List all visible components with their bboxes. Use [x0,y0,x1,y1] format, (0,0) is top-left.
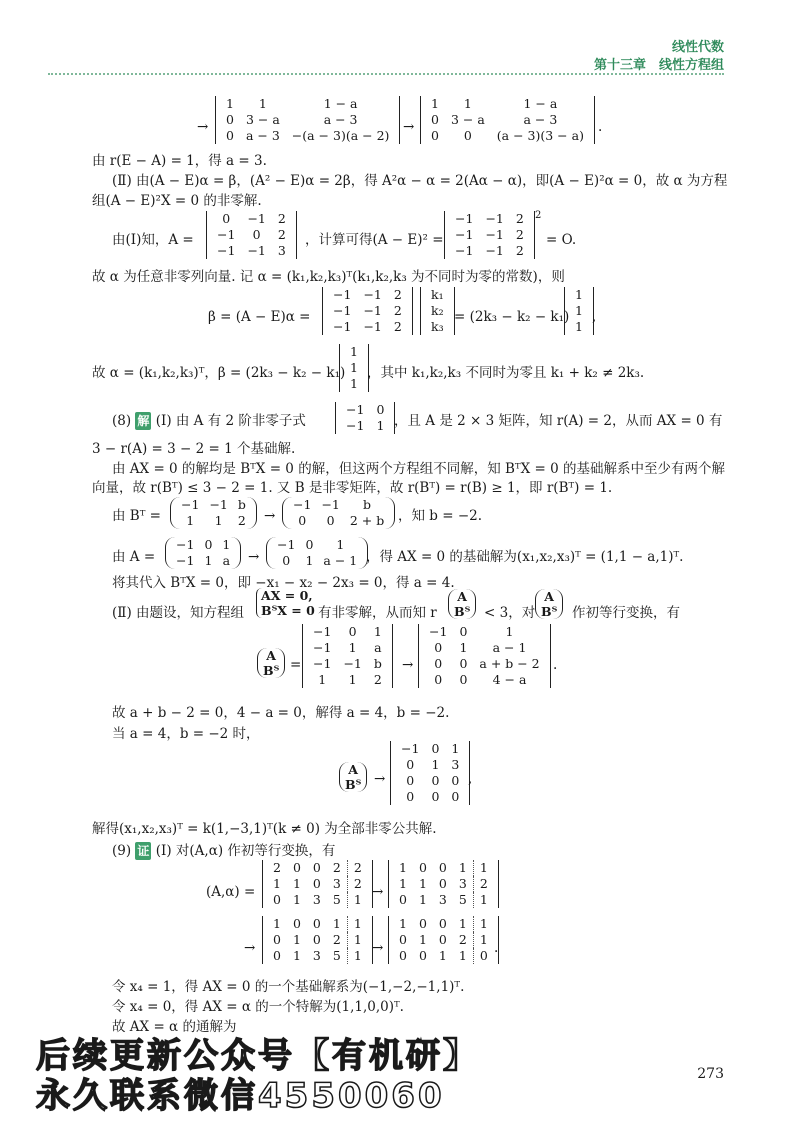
matrix-cell: 0 [406,757,415,772]
matrix-cell: 0 [431,128,439,143]
matrix-cell: −1 [429,624,448,639]
text-line: (Ⅱ) 由(A − E)α = β，(A² − E)α = 2β，得 A²α − α = 2(Aα − α)，即(A − E)²α = 0，故 α 为方程 [112,173,728,189]
matrix-cell: −1 [293,497,312,512]
matrix-cell: 0 [305,537,314,552]
matrix-cell: −1 [485,211,504,226]
matrix-cell: −1 [363,319,382,334]
matrix-cell: 0 [459,656,468,671]
arrow: → [372,940,384,956]
text-line: 作初等行变换，有 [572,605,680,621]
matrix-ABT-reduced [418,624,551,688]
matrix-cell: 3 [277,243,286,258]
matrix-cell: −1 [176,553,195,568]
matrix-cell: 0 [438,932,447,947]
matrix-cell: a + b − 2 [479,656,540,671]
matrix-ABT-final [390,741,473,805]
text-line: 由 AX = 0 的解均是 BᵀX = 0 的解，但这两个方程组不同解，知 BᵀX = 0 的基础解系中至少有两个解 [112,461,725,477]
matrix-cell: 1 [575,319,583,334]
matrix-cell: 0 [434,656,443,671]
matrix-cell: −1 [343,656,362,671]
matrix-cell: 1 [431,96,439,111]
matrix-A [206,211,297,259]
comma: , [468,771,473,787]
matrix-cell: 0 [451,773,460,788]
arrow: → [403,119,415,135]
matrix-cell: a − 1 [492,640,527,655]
vector-ones [339,344,369,392]
text-line: (A,α) = [206,884,256,900]
matrix-cell: −1 [363,303,382,318]
text-segment: (Ⅰ) 对(A,α) 作初等行变换，有 [155,843,336,859]
matrix-cell: 0 [438,916,447,931]
matrix-cell: 1 [418,932,427,947]
matrix-cell: 1 [399,876,407,891]
matrix-cell: 1 [292,932,301,947]
text-line: 故 a + b − 2 = 0，4 − a = 0，解得 a = 4，b = −2. [112,705,450,721]
matrix-cell: 0 [273,932,281,947]
matrix-cell: 1 [473,892,493,908]
matrix-cell: 1 [347,948,367,964]
text-line: < 3，对 [484,605,536,621]
equation-1: AX = 0, [261,588,313,603]
matrix-cell: 1 [336,537,345,552]
matrix-cell: 0 [406,789,415,804]
matrix-cell: −1 [346,418,365,433]
matrix-cell: 2 [373,672,382,687]
matrix-cell: 1 [350,376,358,391]
text-line: 故 AX = α 的通解为 [112,1019,237,1035]
matrix-cell: 1 [348,640,357,655]
matrix-cell: 2 [332,932,341,947]
problem-9 [112,842,335,860]
text-line: 当 a = 4，b = −2 时， [112,726,260,742]
arrow: → [197,119,209,135]
text-line: 将其代入 BᵀX = 0，即 −x₁ − x₂ − 2x₃ = 0，得 a = 4. [112,575,455,591]
matrix-cell: −1 [485,227,504,242]
proof-badge: 证 [137,844,150,858]
matrix-cell: b [373,656,382,671]
arrow: → [374,771,386,787]
matrix-cell: 0 [226,112,234,127]
matrix-cell: 0 [431,789,440,804]
matrix-cell: 0 [459,672,468,687]
period: . [553,657,558,673]
matrix-cell: 2 [273,860,281,875]
stacked-AB: A Bᵀ [535,589,563,619]
matrix-cell: 4 − a [492,672,527,687]
problem-8 [112,412,306,430]
matrix-cell: 1 [458,860,467,875]
matrix-cell: 0 [418,948,427,963]
matrix-cell: 1 [418,892,427,907]
matrix-cell: 0 [376,402,385,417]
text-line: ，且 A 是 2 × 3 矩阵，知 r(A) = 2，从而 AX = 0 有 [394,413,723,429]
text-line: 由 A = [112,549,156,565]
matrix-cell: 1 [332,916,341,931]
matrix-cell: 1 [376,418,385,433]
matrix-cell: 1 [292,948,301,963]
matrix-cell: 1 [473,916,493,932]
matrix-cell: −1 [321,497,340,512]
equals: = [290,657,302,673]
watermark-line-2: 永久联系微信4550060 [36,1076,445,1116]
text-line: ，知 b = −2. [398,508,483,524]
comma: , [592,309,597,325]
header-book-title: 线性代数 [671,40,724,55]
matrix-cell: −1 [333,303,352,318]
text-line: 令 x₄ = 1，得 AX = 0 的一个基础解系为(−1,−2,−1,1)ᵀ. [112,979,465,995]
matrix-AE-squared [444,211,535,259]
matrix-A-minus-E [322,287,413,335]
matrix-cell: 0 [431,773,440,788]
matrix-A2 [165,537,241,569]
matrix-cell: b [363,497,372,512]
matrix-cell: −1 [217,243,236,258]
superscript: 2 [535,210,542,221]
text-line: 由(Ⅰ)知，A = [112,232,194,248]
matrix-cell: 1 [373,624,382,639]
text-line: 故 α = (k₁,k₂,k₃)ᵀ，β = (2k₃ − k₂ − k₁) [92,365,346,381]
matrix-cell: 3 [451,757,460,772]
watermark-line-1: 后续更新公众号【有机研】 [36,1036,480,1076]
matrix-cell: 0 [226,128,234,143]
equation-system [256,588,315,618]
matrix-cell: 0 [252,227,261,242]
matrix-cell: (a − 3)(3 − a) [496,128,584,143]
matrix-cell: 0 [434,672,443,687]
matrix-cell: a − 1 [323,553,358,568]
matrix-cell: 1 [350,344,358,359]
matrix-cell: 0 [312,876,321,891]
text-line: ，得 AX = 0 的基础解为(x₁,x₂,x₃)ᵀ = (1,1 − a,1)ᵀ. [366,549,684,565]
text-line: (Ⅱ) 由题设，知方程组 [112,605,245,621]
matrix-cell: a − 3 [523,112,558,127]
matrix-augmented-1 [262,860,373,908]
matrix-cell: 0 [418,860,427,875]
matrix-cell: 1 [292,876,301,891]
matrix-cell: 3 [458,876,467,891]
matrix-cell: 0 [292,860,301,875]
text-line: 解得(x₁,x₂,x₃)ᵀ = k(1,−3,1)ᵀ(k ≠ 0) 为全部非零公共解. [92,821,437,837]
matrix-cell: 0 [431,741,440,756]
matrix-cell: 1 − a [323,96,358,111]
matrix-cell: 3 − a [450,112,485,127]
matrix-cell: 1 [347,932,367,948]
period: . [494,940,499,956]
matrix-cell: 0 [418,916,427,931]
matrix-cell: 0 [273,948,281,963]
matrix-cell: 1 [459,640,468,655]
matrix-cell: 1 [347,916,367,932]
matrix-cell: −1 [401,741,420,756]
matrix-cell: 0 [204,537,213,552]
matrix-cell: 2 [277,211,286,226]
matrix-cell: 0 [282,553,291,568]
matrix-cell: 1 [226,96,234,111]
period: . [598,119,603,135]
matrix-cell: 2 [347,876,367,892]
matrix-cell: −1 [209,497,228,512]
matrix-cell: 1 [505,624,514,639]
matrix-cell: 0 [473,948,493,964]
matrix-cell: −1 [455,227,474,242]
arrow: → [264,508,276,524]
text-line: 故 α 为任意非零列向量. 记 α = (k₁,k₂,k₃)ᵀ(k₁,k₂,k₃ 为不同时为零的常数)，则 [92,269,565,285]
matrix-cell: 1 [292,892,301,907]
problem-number: (9) [112,843,132,859]
matrix-cell: 2 [515,227,524,242]
matrix-cell: −1 [455,211,474,226]
matrix-cell: 0 [222,211,231,226]
matrix-cell: 2 [277,227,286,242]
matrix-cell: 0 [438,876,447,891]
matrix-cell: 2 [393,287,402,302]
matrix-cell: 1 [350,360,358,375]
matrix-ABT [302,624,393,688]
text-line: 3 − r(A) = 3 − 2 = 1 个基础解. [92,441,296,457]
stacked-AB: A Bᵀ [257,648,285,678]
stacked-AB: A Bᵀ [339,762,367,792]
matrix-cell: 0 [312,860,321,875]
matrix-cell: 2 [393,319,402,334]
matrix-cell: 5 [458,892,467,907]
header-divider [48,73,724,75]
equation-2: BᵀX = 0 [261,603,315,618]
matrix-cell: a − 3 [245,128,280,143]
text-line: 有非零解，从而知 r [318,605,437,621]
matrix-augmented-2 [388,860,499,908]
matrix-cell: 1 [258,96,267,111]
matrix-cell: −1 [333,319,352,334]
arrow: → [402,657,414,673]
matrix-cell: 1 [318,672,327,687]
matrix-cell: 5 [332,892,341,907]
matrix-cell: 0 [348,624,357,639]
vector-k [420,287,455,335]
matrix-augmented-3 [262,916,373,964]
vector-ones [564,287,597,335]
matrix-cell: k₃ [431,319,444,334]
matrix-cell: 3 [332,876,341,891]
matrix-cell: 2 [237,513,246,528]
matrix-cell: 2 [393,303,402,318]
matrix-cell: 2 [473,876,493,892]
matrix-BT-reduced [282,497,395,529]
text-line: = O. [546,232,577,248]
matrix-cell: 3 [438,892,447,907]
matrix-cell: −1 [247,211,266,226]
text-line: 组(A − E)²X = 0 的非零解. [92,193,262,209]
text-line: β = (A − E)α = [208,309,311,325]
matrix-cell: 1 [463,96,472,111]
matrix-cell: 1 [438,948,447,963]
arrow: → [244,940,256,956]
matrix-cell: 3 [312,892,321,907]
matrix-cell: 1 [186,513,195,528]
matrix-cell: 3 − a [245,112,280,127]
arrow: → [372,884,384,900]
solution-badge: 解 [137,414,150,428]
matrix-cell: 1 [451,741,460,756]
matrix-cell: −1 [313,656,332,671]
matrix-cell: −1 [485,243,504,258]
matrix-cell: −1 [181,497,200,512]
matrix-cell: −1 [313,624,332,639]
matrix-cell: 1 [399,916,407,931]
matrix-cell: 0 [326,513,335,528]
matrix-cell: 0 [434,640,443,655]
matrix-top-2 [420,96,595,144]
matrix-cell: −1 [277,537,296,552]
matrix-cell: 0 [399,892,407,907]
matrix-cell: 1 [273,876,281,891]
matrix-cell: −1 [346,402,365,417]
matrix-cell: 2 [347,860,367,876]
text-line: = (2k₃ − k₂ − k₁) [454,309,570,325]
matrix-cell: 1 [204,553,213,568]
matrix-top-1 [215,96,400,144]
text-line: ，计算可得(A − E)² = [305,232,444,248]
matrix-cell: −1 [455,243,474,258]
matrix-cell: 1 [399,860,407,875]
stacked-AB: A Bᵀ [448,589,476,619]
matrix-cell: 0 [451,789,460,804]
matrix-cell: 0 [312,916,321,931]
matrix-cell: k₂ [431,303,444,318]
header-chapter: 第十三章 线性方程组 [593,58,724,73]
matrix-cell: 1 [458,916,467,931]
matrix-cell: −1 [176,537,195,552]
matrix-cell: 5 [332,948,341,963]
matrix-cell: 3 [312,948,321,963]
problem-number: (8) [112,413,132,429]
matrix-cell: −(a − 3)(a − 2) [291,128,390,143]
matrix-minor [335,402,395,434]
matrix-A2-reduced [266,537,368,569]
matrix-cell: 0 [431,112,439,127]
matrix-BT [170,497,257,529]
matrix-cell: 0 [312,932,321,947]
matrix-cell: 1 [273,916,281,931]
matrix-cell: k₁ [431,287,444,302]
matrix-cell: 1 [348,672,357,687]
matrix-cell: 0 [292,916,301,931]
matrix-cell: 1 [473,860,493,876]
matrix-cell: 1 [222,537,231,552]
matrix-cell: −1 [363,287,382,302]
matrix-cell: 2 [332,860,341,875]
matrix-cell: 1 [418,876,427,891]
matrix-cell: 1 [575,303,583,318]
matrix-cell: 0 [438,860,447,875]
matrix-cell: 1 [575,287,583,302]
matrix-cell: 0 [459,624,468,639]
matrix-cell: 0 [406,773,415,788]
text-line: ，其中 k₁,k₂,k₃ 不同时为零且 k₁ + k₂ ≠ 2k₃. [367,365,645,381]
matrix-cell: 0 [273,892,281,907]
matrix-cell: 1 − a [523,96,558,111]
matrix-cell: 1 [214,513,223,528]
matrix-cell: 1 [431,757,440,772]
matrix-cell: a [222,553,231,568]
page-number: 273 [697,1066,724,1082]
matrix-cell: −1 [247,243,266,258]
matrix-cell: 2 + b [349,513,385,528]
matrix-cell: 1 [347,892,367,908]
text-segment: (Ⅰ) 由 A 有 2 阶非零子式 [155,413,306,429]
matrix-cell: 1 [473,932,493,948]
matrix-cell: 1 [458,948,467,963]
matrix-cell: −1 [333,287,352,302]
matrix-cell: 2 [515,211,524,226]
matrix-cell: 2 [515,243,524,258]
text-line: 由 Bᵀ = [112,508,161,524]
arrow: → [248,549,260,565]
text-line: 由 r(E − A) = 1，得 a = 3. [92,153,267,169]
matrix-cell: a [374,640,382,655]
matrix-cell: 1 [305,553,314,568]
text-line: 令 x₄ = 0，得 AX = α 的一个特解为(1,1,0,0)ᵀ. [112,999,404,1015]
matrix-cell: 2 [458,932,467,947]
matrix-cell: b [237,497,246,512]
matrix-cell: −1 [217,227,236,242]
matrix-cell: −1 [313,640,332,655]
matrix-cell: 0 [463,128,472,143]
matrix-cell: 0 [298,513,307,528]
matrix-cell: 0 [399,932,407,947]
matrix-cell: 0 [399,948,407,963]
matrix-augmented-4 [388,916,499,964]
matrix-cell: a − 3 [323,112,358,127]
text-line: 向量，故 r(Bᵀ) ≤ 3 − 2 = 1. 又 B 是非零矩阵，故 r(Bᵀ) = r(B) ≥ 1，即 r(Bᵀ) = 1. [92,480,613,496]
